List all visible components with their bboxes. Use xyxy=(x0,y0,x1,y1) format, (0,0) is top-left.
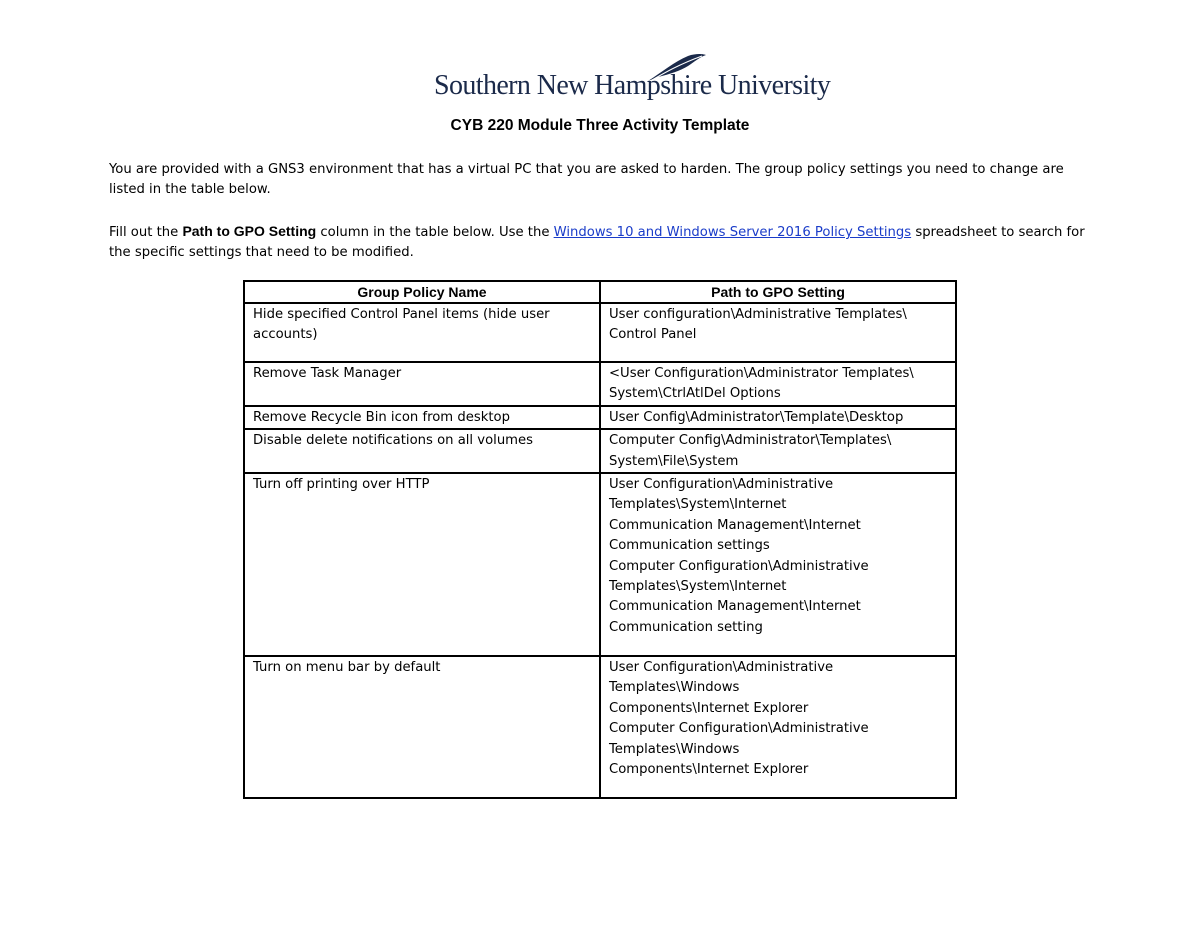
policy-name-cell xyxy=(244,303,600,362)
document-title: CYB 220 Module Three Activity Template xyxy=(450,117,750,134)
policy-settings-link[interactable]: Windows 10 and Windows Server 2016 Policy Settings xyxy=(553,225,912,240)
policy-name-text: Remove Task Manager xyxy=(253,366,402,381)
table-row xyxy=(244,473,956,656)
instruction-text-2: column in the table below. Use the xyxy=(316,225,554,240)
policy-name-cell xyxy=(244,406,600,429)
gpo-path-text: User configuration\Administrative Templates\ Control Panel xyxy=(609,307,907,343)
gpo-path-cell[interactable] xyxy=(600,303,956,362)
university-logo xyxy=(434,52,831,108)
logo-wordmark: Southern New Hampshire University xyxy=(434,70,831,101)
policy-name-text: Disable delete notifications on all volumes xyxy=(253,433,534,449)
policy-name-cell xyxy=(244,473,600,656)
gpo-path-text: User Configuration\Administrative Templates\Windows Components\Internet Explorer Computer Configuration\Administrative Templates\Windows Components\Internet Explorer xyxy=(609,660,869,778)
column-header-gpo-path: Path to GPO Setting xyxy=(600,281,956,303)
policy-name-text: Turn on menu bar by default xyxy=(253,660,441,676)
instruction-text-3: spreadsheet to search for the specific settings that need to be modified. xyxy=(109,225,1085,260)
gpo-path-text: User Config\Administrator\Template\Desktop xyxy=(609,409,904,425)
instruction-paragraph xyxy=(109,221,1099,263)
instruction-bold-text: Path to GPO Setting xyxy=(182,223,317,239)
table-row xyxy=(244,429,956,473)
gpo-table xyxy=(243,280,957,799)
table-row xyxy=(244,303,956,362)
quill-leaf-icon xyxy=(644,52,708,82)
table-header-row xyxy=(244,281,956,303)
table-row xyxy=(244,362,956,406)
policy-name-text: Turn off printing over HTTP xyxy=(253,477,430,493)
policy-name-cell xyxy=(244,656,600,798)
gpo-path-text: Computer Config\Administrator\Templates\ System\File\System xyxy=(609,433,892,469)
policy-name-cell xyxy=(244,429,600,473)
table-row xyxy=(244,406,956,429)
gpo-path-cell[interactable] xyxy=(600,406,956,429)
policy-name-text: Remove Recycle Bin icon from desktop xyxy=(253,409,510,425)
policy-name-text: Hide specified Control Panel items (hide user accounts) xyxy=(253,307,550,343)
instruction-text-1: Fill out the xyxy=(109,225,183,240)
gpo-path-text: <User Configuration\Administrator Templates\ System\CtrlAtlDel Options xyxy=(609,366,914,402)
policy-name-cell xyxy=(244,362,600,406)
column-header-policy-name: Group Policy Name xyxy=(244,281,600,303)
gpo-path-cell[interactable] xyxy=(600,473,956,656)
intro-paragraph: You are provided with a GNS3 environment that has a virtual PC that you are asked to harden. The group policy settings you need to change are listed in the table below. xyxy=(109,162,1064,197)
gpo-path-cell[interactable] xyxy=(600,656,956,798)
gpo-path-cell[interactable] xyxy=(600,429,956,473)
table-row xyxy=(244,656,956,798)
gpo-path-text: User Configuration\Administrative Templates\System\Internet Communication Management\Internet Communication settings Computer Configuration\Administrative Templates\System\Internet Communication Management\Internet Communication setting xyxy=(609,477,869,635)
gpo-path-cell[interactable] xyxy=(600,362,956,406)
